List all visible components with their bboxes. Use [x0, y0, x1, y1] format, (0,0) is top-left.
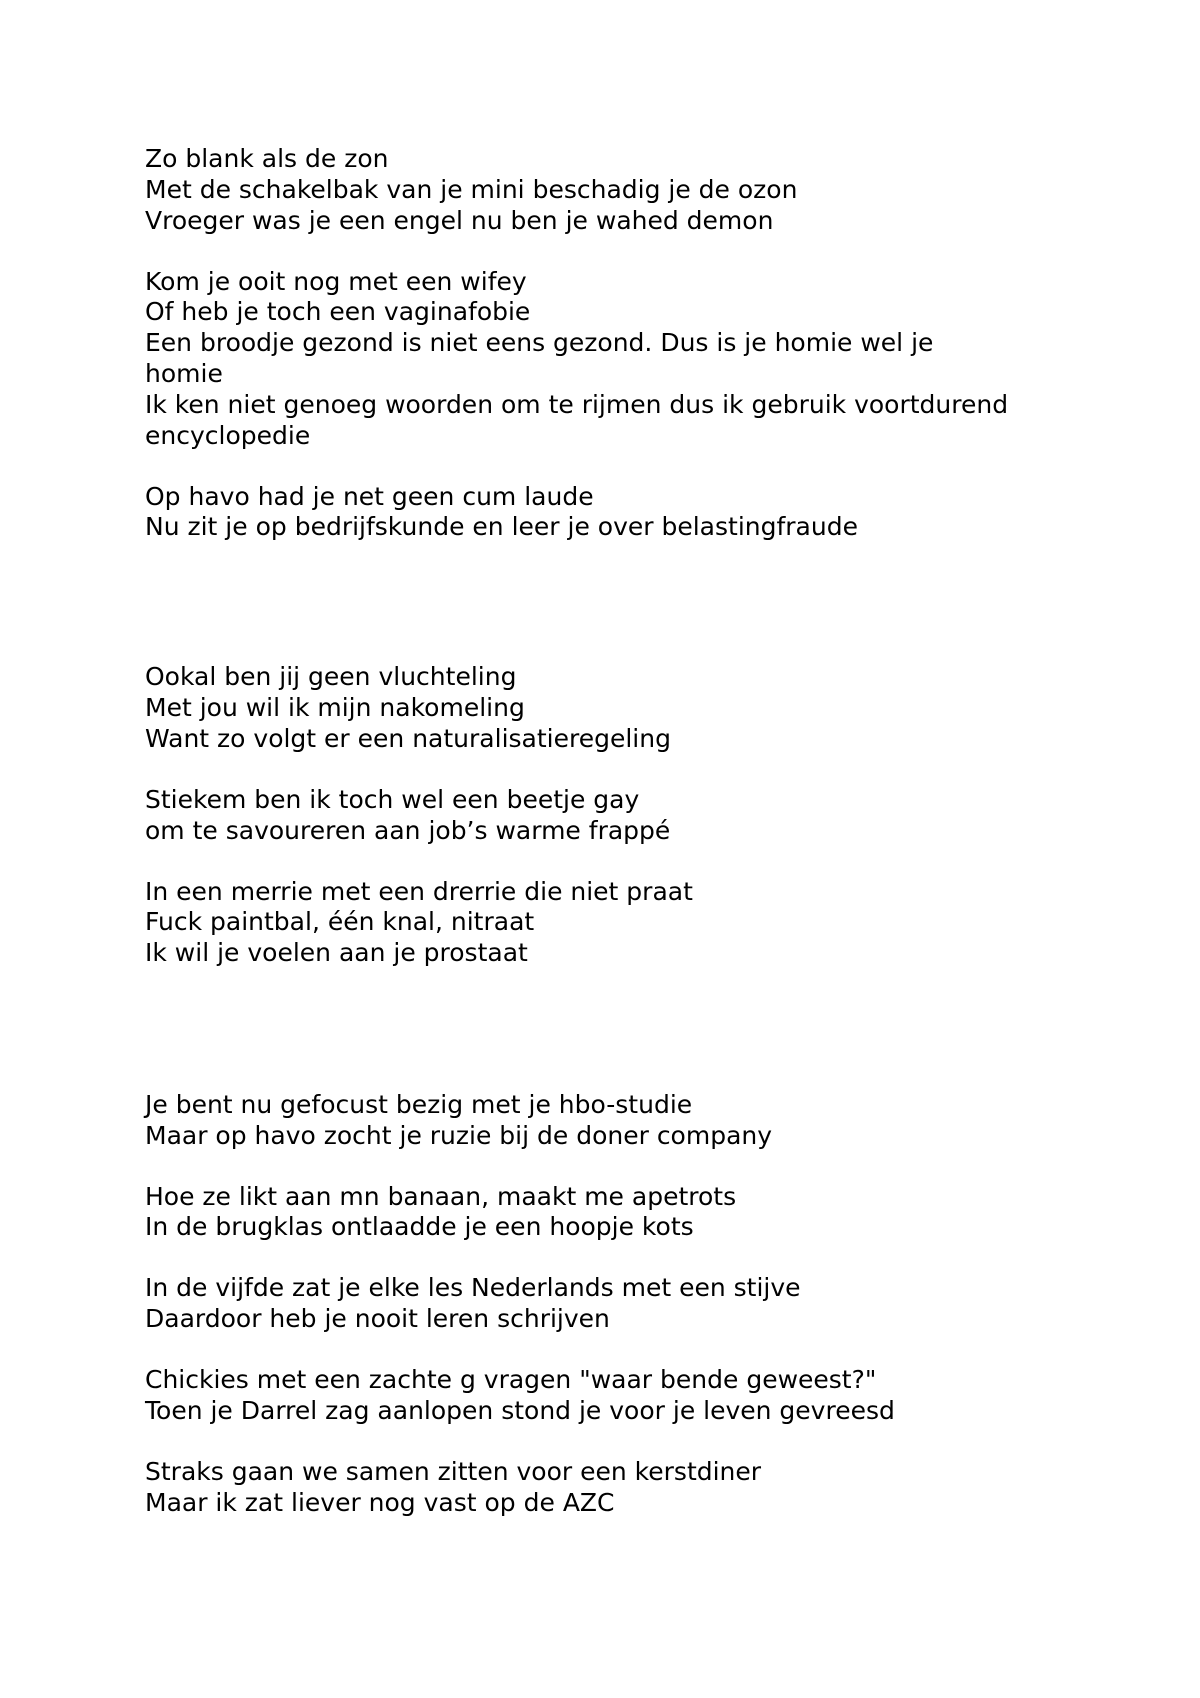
stanza	[145, 877, 1085, 969]
stanza	[145, 1273, 1085, 1335]
paragraph-spacer	[145, 755, 1085, 785]
paragraph-spacer	[145, 1427, 1085, 1457]
text-line: Toen je Darrel zag aanlopen stond je voor je leven gevreesd	[145, 1396, 895, 1426]
paragraph-spacer	[145, 1243, 1085, 1273]
paragraph-spacer	[145, 846, 1085, 876]
text-line: Hoe ze likt aan mn banaan, maakt me apetrots	[145, 1181, 737, 1211]
paragraph-spacer	[145, 1335, 1085, 1365]
paragraph-spacer	[145, 236, 1085, 266]
document-body	[145, 144, 1085, 1519]
text-line: Want zo volgt er een naturalisatieregeling	[145, 723, 671, 753]
text-line: Ik ken niet genoeg woorden om te rijmen dus ik gebruik voortdurend	[145, 389, 1009, 419]
section-spacer	[145, 969, 1085, 1090]
text-line: Op havo had je net geen cum laude	[145, 481, 594, 511]
text-line: Fuck paintbal, één knal, nitraat	[145, 907, 535, 937]
stanza	[145, 482, 1085, 544]
stanza	[145, 785, 1085, 847]
text-line: Ookal ben jij geen vluchteling	[145, 662, 517, 692]
text-line: Kom je ooit nog met een wifey	[145, 266, 527, 296]
text-line: Je bent nu gefocust bezig met je hbo-studie	[145, 1089, 693, 1119]
text-line: In een merrie met een drerrie die niet praat	[145, 876, 693, 906]
text-line: Chickies met een zachte g vragen "waar bende geweest?"	[145, 1365, 877, 1395]
stanza	[145, 662, 1085, 754]
text-line: Stiekem ben ik toch wel een beetje gay	[145, 784, 640, 814]
text-line: In de brugklas ontlaadde je een hoopje kots	[145, 1212, 694, 1242]
text-line: In de vijfde zat je elke les Nederlands met een stijve	[145, 1273, 801, 1303]
text-line: homie	[145, 358, 223, 388]
text-line: Met jou wil ik mijn nakomeling	[145, 692, 525, 722]
stanza	[145, 144, 1085, 236]
section-spacer	[145, 543, 1085, 662]
stanza	[145, 1090, 1085, 1152]
text-line: encyclopedie	[145, 420, 311, 450]
stanza	[145, 1365, 1085, 1427]
paragraph-spacer	[145, 1151, 1085, 1181]
text-line: Vroeger was je een engel nu ben je wahed demon	[145, 205, 774, 235]
stanza	[145, 1182, 1085, 1244]
stanza	[145, 1457, 1085, 1519]
text-line: Of heb je toch een vaginafobie	[145, 297, 531, 327]
stanza	[145, 267, 1085, 452]
paragraph-spacer	[145, 451, 1085, 481]
text-line: om te savoureren aan job’s warme frappé	[145, 815, 671, 845]
text-line: Daardoor heb je nooit leren schrijven	[145, 1304, 610, 1334]
text-line: Een broodje gezond is niet eens gezond. Dus is je homie wel je	[145, 328, 934, 358]
text-line: Zo blank als de zon	[145, 144, 389, 173]
text-line: Ik wil je voelen aan je prostaat	[145, 938, 528, 968]
text-line: Straks gaan we samen zitten voor een kerstdiner	[145, 1457, 762, 1487]
text-line: Maar ik zat liever nog vast op de AZC	[145, 1487, 615, 1517]
text-line: Met de schakelbak van je mini beschadig je de ozon	[145, 174, 798, 204]
text-line: Maar op havo zocht je ruzie bij de doner company	[145, 1120, 773, 1150]
text-line: Nu zit je op bedrijfskunde en leer je over belastingfraude	[145, 512, 858, 542]
